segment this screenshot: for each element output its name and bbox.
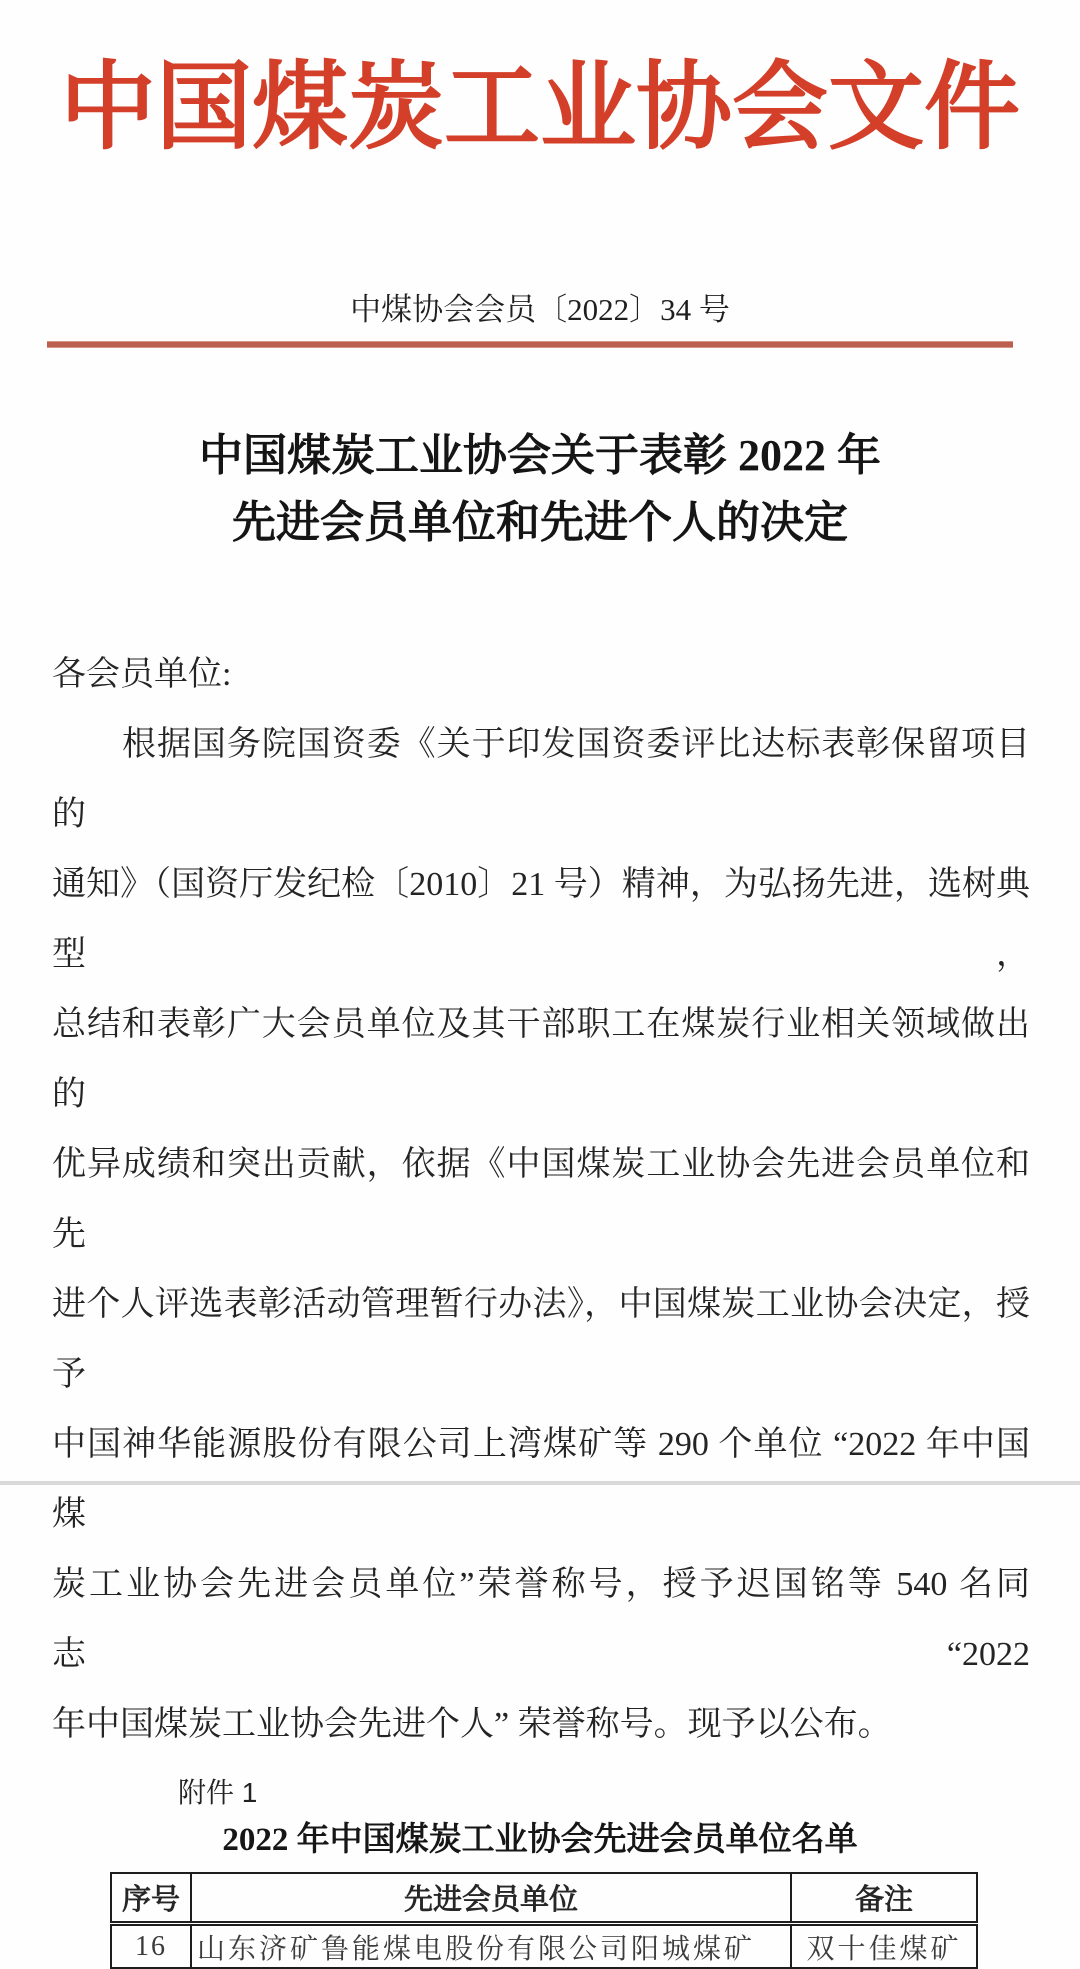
cell-remark: 双十佳煤矿 — [791, 1924, 977, 1969]
document-number: 中煤协会会员〔2022〕34 号 — [350, 292, 730, 327]
document-body — [52, 640, 1030, 1760]
red-divider-line — [47, 341, 1013, 348]
page-bottom-edge — [0, 1481, 1080, 1485]
body-line: 年中国煤炭工业协会先进个人” 荣誉称号。现予以公布。 — [52, 1706, 892, 1743]
body-line: 炭工业协会先进会员单位”荣誉称号，授予迟国铭等 540 名同志“2022 — [52, 1566, 1030, 1673]
letterhead-title: 中国煤炭工业协会文件 — [60, 54, 1020, 161]
document-title-line1: 中国煤炭工业协会关于表彰 2022 年 — [199, 431, 881, 480]
body-line: 进个人评选表彰活动管理暂行办法》，中国煤炭工业协会决定，授予 — [52, 1286, 1030, 1393]
body-line: 中国神华能源股份有限公司上湾煤矿等 290 个单位 “2022 年中国煤 — [52, 1426, 1030, 1533]
body-line: 总结和表彰广大会员单位及其干部职工在煤炭行业相关领域做出的 — [52, 1006, 1030, 1113]
body-line: 优异成绩和突出贡献，依据《中国煤炭工业协会先进会员单位和先 — [52, 1146, 1030, 1253]
body-line: 根据国务院国资委《关于印发国资委评比达标表彰保留项目的 — [52, 726, 1030, 833]
header-member-unit: 先进会员单位 — [191, 1873, 791, 1924]
member-units-table — [110, 1872, 978, 1969]
header-remark: 备注 — [791, 1873, 977, 1924]
cell-serial-number: 16 — [111, 1924, 191, 1969]
attachment-label: 附件 1 — [178, 1777, 258, 1808]
header-serial-number: 序号 — [111, 1873, 191, 1924]
table-row — [111, 1924, 977, 1969]
document-title — [0, 422, 1080, 556]
body-line: 通知》（国资厅发纪检〔2010〕21 号）精神，为弘扬先进，选树典型， — [52, 866, 1030, 973]
cell-member-unit: 山东济矿鲁能煤电股份有限公司阳城煤矿 — [191, 1924, 791, 1969]
document-title-line2: 先进会员单位和先进个人的决定 — [232, 498, 848, 547]
salutation: 各会员单位: — [52, 656, 232, 693]
table-title: 2022 年中国煤炭工业协会先进会员单位名单 — [222, 1822, 858, 1858]
table-header-row — [111, 1873, 977, 1924]
